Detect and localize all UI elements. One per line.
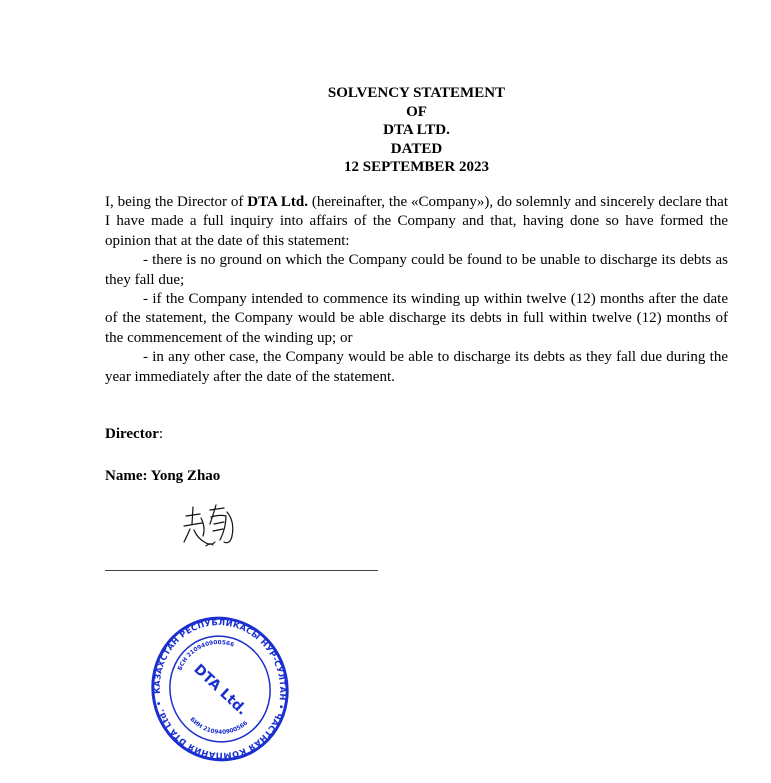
company-seal (150, 614, 290, 764)
declaration-item-1: - there is no ground on which the Company could be found to be unable to discharge its debts as they fall due; (105, 252, 728, 288)
handwritten-signature (180, 502, 240, 552)
intro-pre: I, being the Director of (105, 194, 248, 210)
director-label-colon: : (158, 426, 164, 442)
seal-inner-top: БСН 210940900566 (177, 640, 235, 672)
intro-post: (hereinafter, the «Company»), do solemnly and sincerely declare that I have made a full inquiry into affairs of the Company and that, having done so have formed the opinion that at the date of this statement: (105, 194, 728, 249)
declaration-item-3: - in any other case, the Company would be able to discharge its debts as they fall due during the year immediately after the date of the statement. (105, 349, 728, 385)
title-line-2: OF (406, 103, 427, 120)
intro-paragraph (105, 193, 728, 251)
seal-outer-text: КАЗАХСТАН РЕСПУБЛИКАСЫ НУР-СУЛТАН • ЧАСТНАЯ КОМПАНИЯ DTA Ltd. • (151, 617, 289, 761)
title-line-1: SOLVENCY STATEMENT (327, 85, 506, 101)
seal-center-text: DTA Ltd. (190, 661, 251, 719)
company-name: DTA Ltd. (247, 194, 308, 210)
director-name: Name: Yong Zhao (105, 468, 221, 484)
title-line-5: 12 SEPTEMBER 2023 (343, 159, 490, 175)
seal-inner-bottom: БИН 210940900566 (188, 716, 250, 736)
director-label (105, 425, 163, 444)
declaration-item-2: - if the Company intended to commence its winding up within twelve (12) months after the date of the statement, the Company would be able discharge its debts in full within twelve (12) months of the commencement of the winding up; or (105, 291, 728, 346)
title-line-4: DATED (390, 140, 443, 157)
title-line-3: DTA LTD. (383, 122, 450, 138)
signature-line (105, 570, 378, 571)
director-label-text: Director (105, 426, 159, 442)
document-title (0, 84, 771, 177)
statement-body (105, 193, 728, 387)
